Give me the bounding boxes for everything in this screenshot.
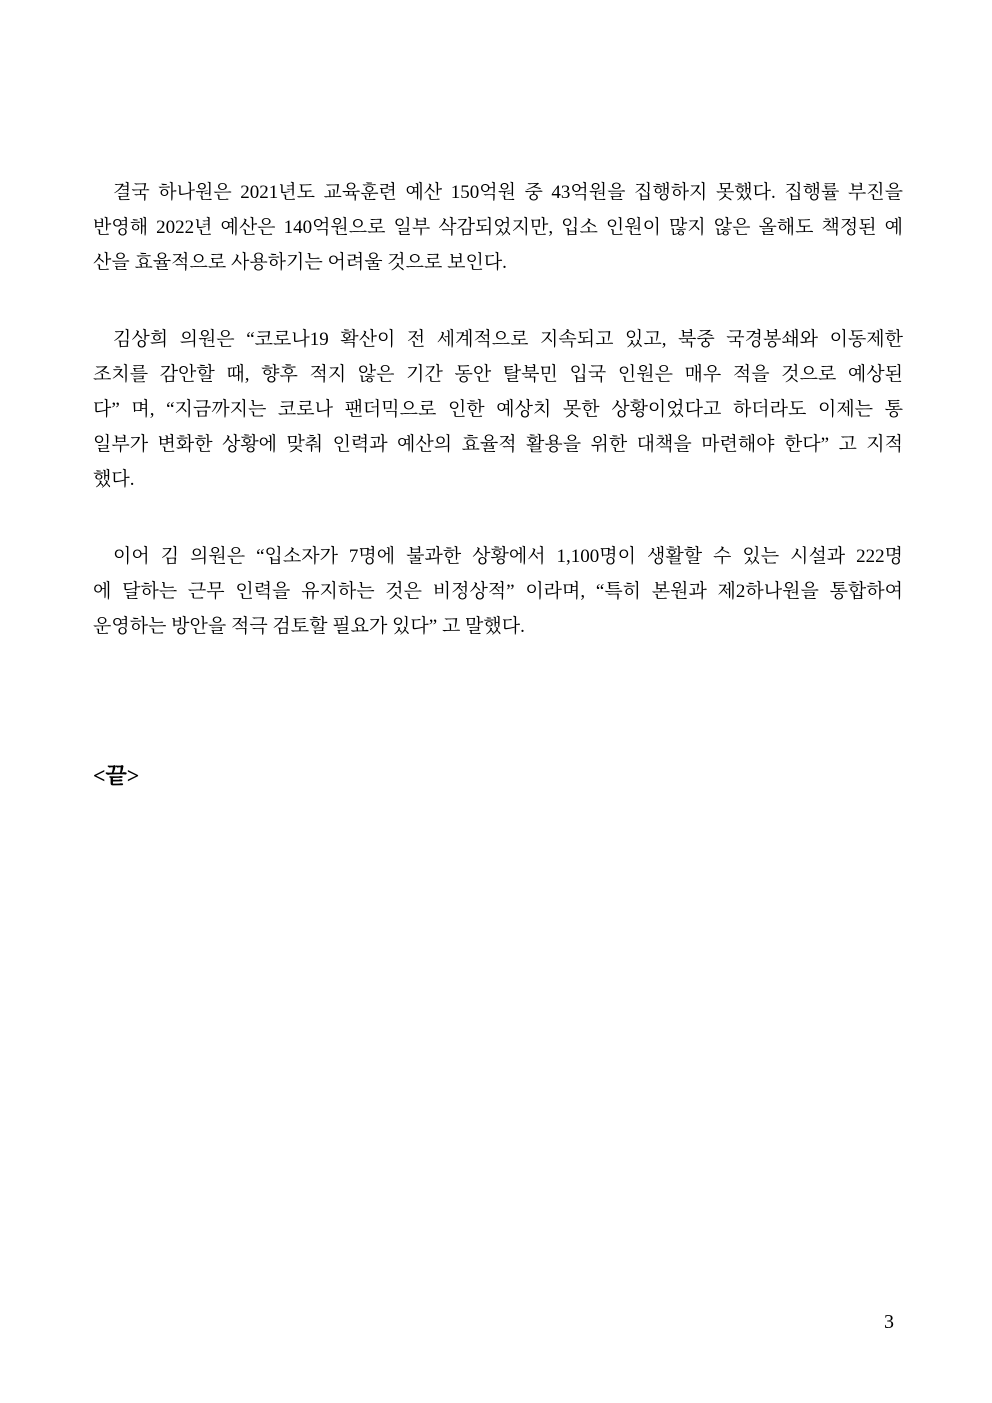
text-line: 다” 며, “지금까지는 코로나 팬더믹으로 인한 예상치 못한 상황이었다고 하더라도 이제는 통 (93, 399, 903, 420)
text-line: 반영해 2022년 예산은 140억원으로 일부 삭감되었지만, 입소 인원이 많지 않은 올해도 책정된 예 (93, 217, 903, 238)
text-line: 운영하는 방안을 적극 검토할 필요가 있다” 고 말했다. (93, 616, 525, 637)
paragraph-consolidation-quote (93, 539, 903, 644)
text-line: 이어 김 의원은 “입소자가 7명에 불과한 상황에서 1,100명이 생활할 수 있는 시설과 222명 (113, 546, 903, 567)
text-line: 결국 하나원은 2021년도 교육훈련 예산 150억원 중 43억원을 집행하지 못했다. 집행률 부진을 (113, 182, 903, 203)
text-line: 조치를 감안할 때, 향후 적지 않은 기간 동안 탈북민 입국 인원은 매우 적을 것으로 예상된 (93, 364, 903, 385)
text-line: 산을 효율적으로 사용하기는 어려울 것으로 보인다. (93, 252, 507, 273)
text-line: 했다. (93, 469, 135, 490)
end-of-document-marker: <끝> (93, 763, 140, 788)
text-line: 일부가 변화한 상황에 맞춰 인력과 예산의 효율적 활용을 위한 대책을 마련해야 한다” 고 지적 (93, 434, 903, 455)
text-line: 에 달하는 근무 인력을 유지하는 것은 비정상적” 이라며, “특히 본원과 제2하나원을 통합하여 (93, 581, 903, 602)
document-body (93, 175, 903, 790)
page-number: 3 (884, 1311, 894, 1333)
text-line: 김상희 의원은 “코로나19 확산이 전 세계적으로 지속되고 있고, 북중 국경봉쇄와 이동제한 (113, 329, 903, 350)
paragraph-budget-execution (93, 175, 903, 280)
paragraph-kim-sang-hee-quote (93, 322, 903, 497)
